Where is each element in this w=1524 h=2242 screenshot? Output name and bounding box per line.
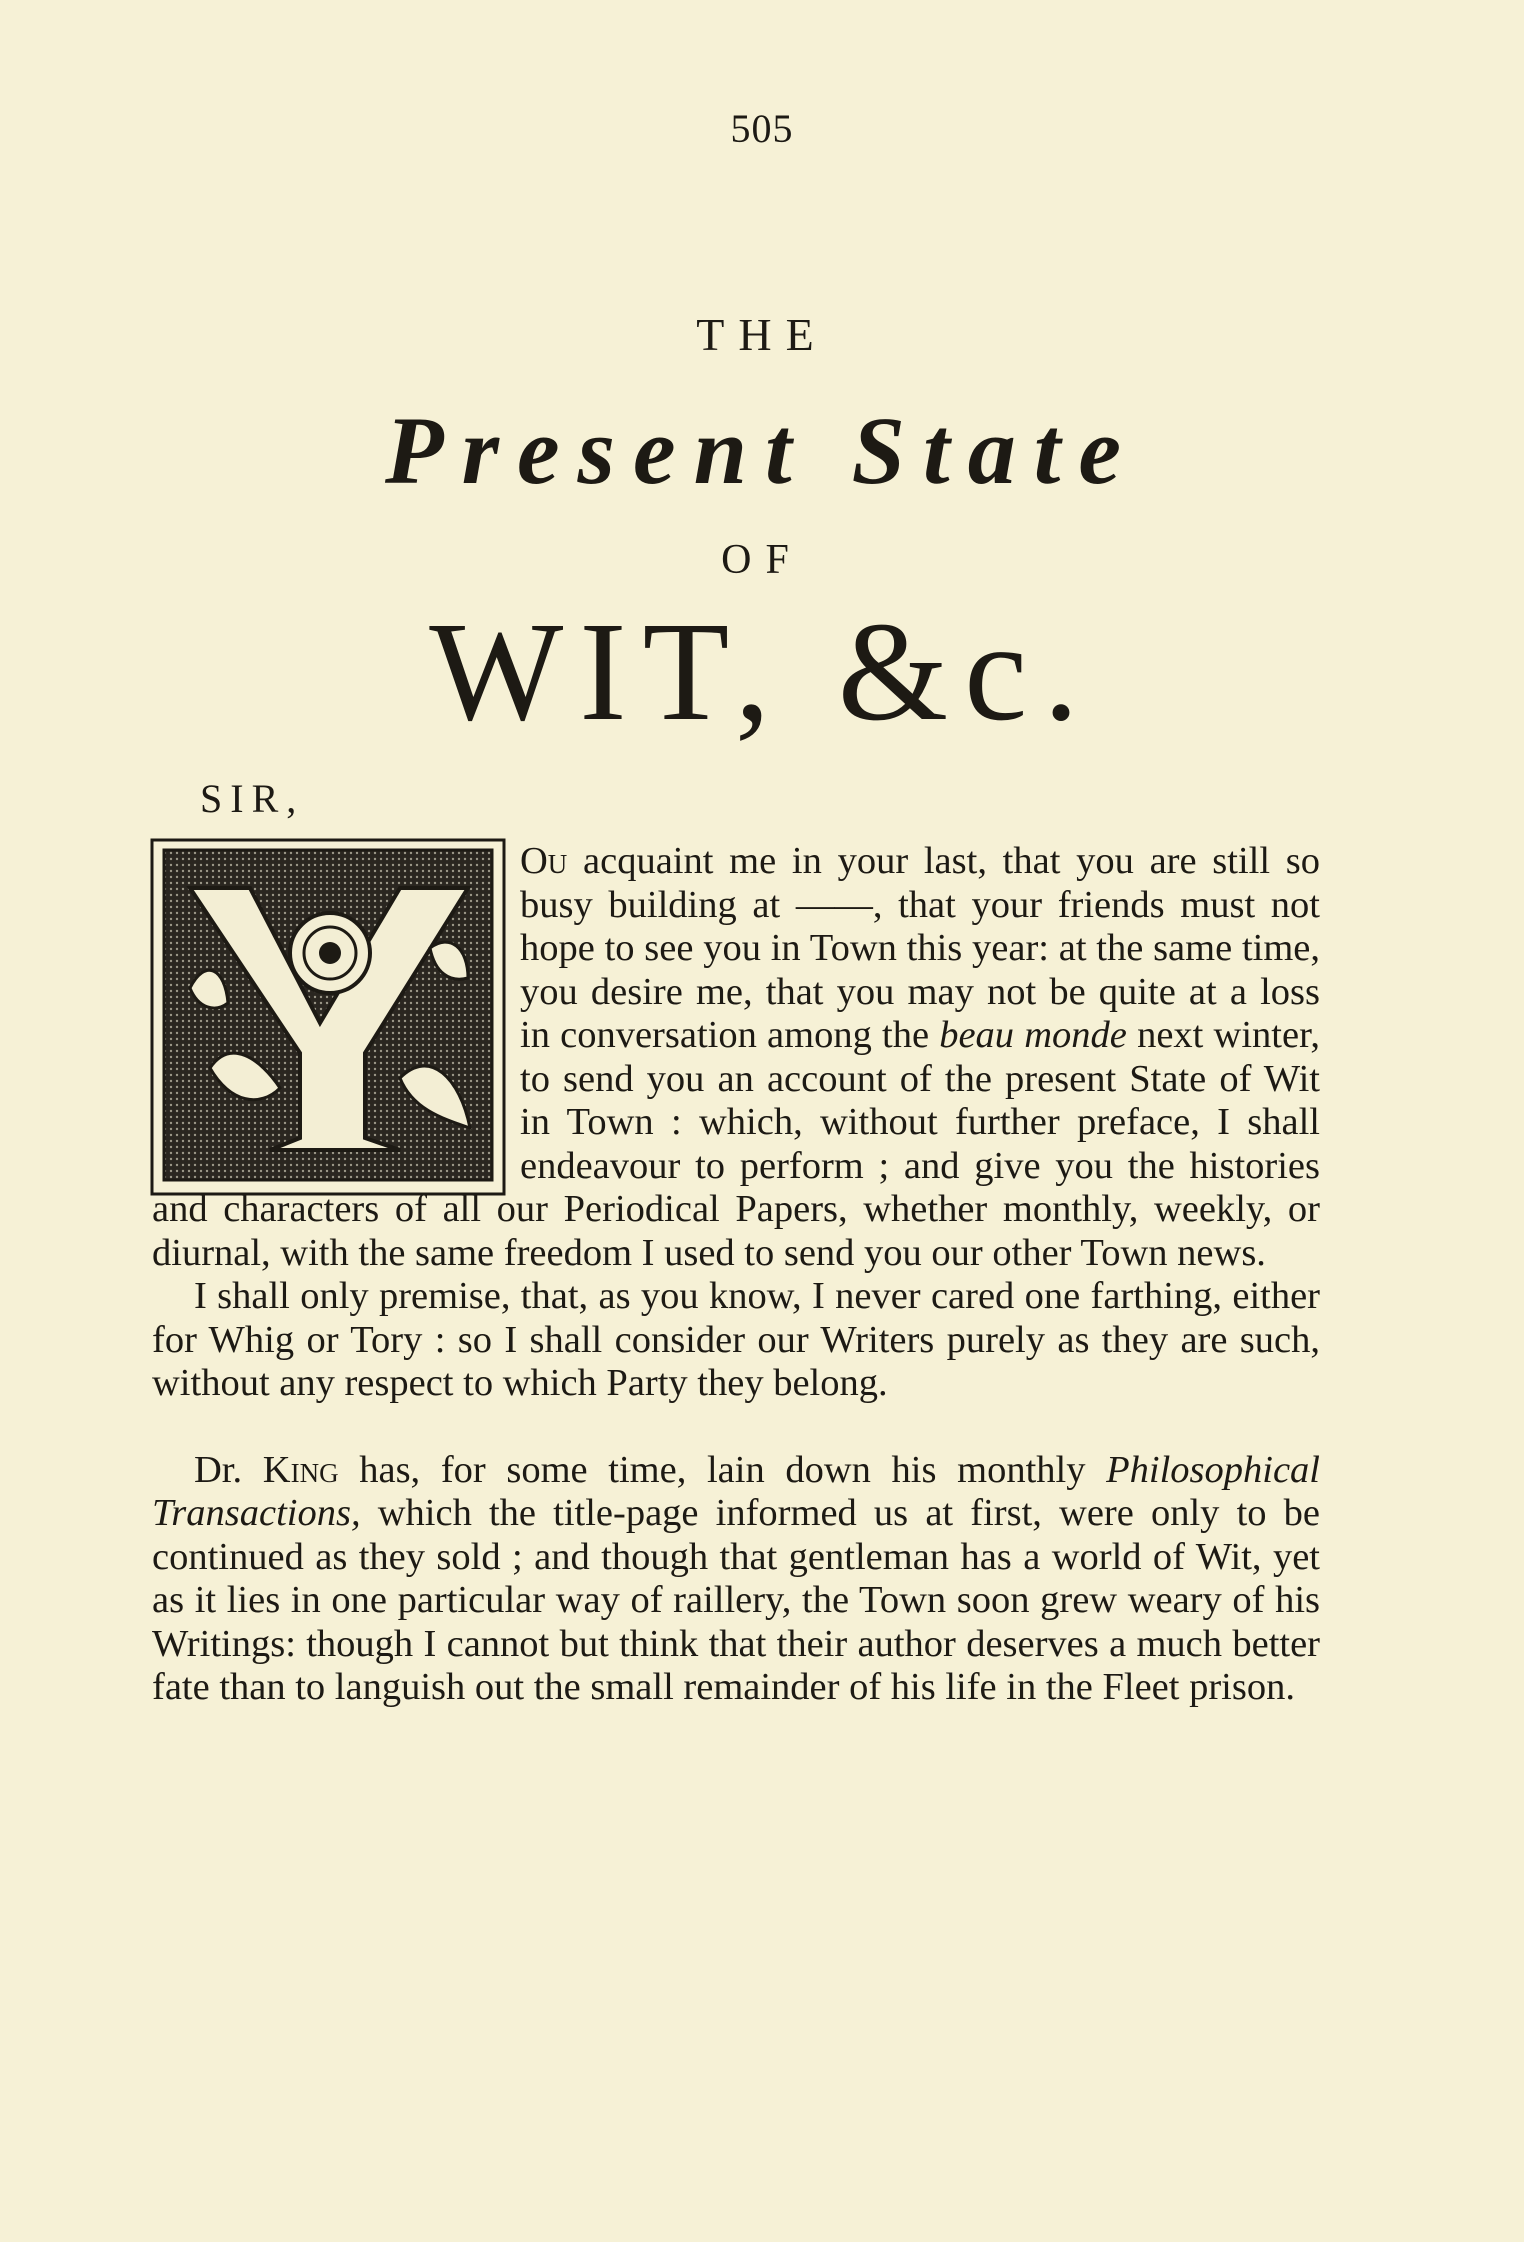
paragraph-3-emphasis: Philosophical Transactions,	[152, 1448, 1320, 1534]
body-text	[152, 840, 1320, 1710]
paragraph-3-text-a: Dr.	[194, 1448, 263, 1491]
paragraph-1-emphasis: beau monde	[939, 1014, 1127, 1056]
paragraph-3-name: King	[262, 1448, 339, 1491]
page-number: 505	[730, 106, 794, 151]
paragraph-1-text-a: acquaint me in your last, that you are still so busy building at ——, that your friends must not hope to see you in Town this year: at the same time, you desire me, that you may not be quite at a loss in conversation among the	[520, 840, 1320, 1056]
title-present-state: Present State	[385, 397, 1139, 504]
paragraph-1-text-b: next winter, to send you an account of the present State of Wit in Town : which, without further preface, I shall endeavour to perform ; and give you the histories and characters of all our Periodical Papers, whether monthly, weekly, or diurnal, with the same freedom I used to send you our other Town news.	[152, 1014, 1320, 1274]
title-wit: WIT, &c.	[429, 592, 1095, 750]
salutation: SIR,	[200, 776, 305, 821]
paragraph-3	[152, 1449, 1320, 1710]
title-of: OF	[721, 537, 803, 583]
paragraph-2: I shall only premise, that, as you know, I never cared one farthing, either for Whig or Tory : so I shall consider our Writers purely as they are such, without any respect to which Party they belong.	[152, 1275, 1320, 1404]
drop-cap-space	[152, 840, 520, 1188]
paragraph-1-lead: Ou	[520, 840, 568, 882]
title-the: THE	[696, 309, 828, 360]
paragraph-3-text-c: which the title-page informed us at first, were only to be continued as they sold ; and though that gentleman has a world of Wit, yet as it lies in one particular way of raillery, the Town soon grew weary of his Writings: though I cannot but think that their author deserves a much better fate than to languish out the small remainder of his life in the Fleet prison.	[152, 1492, 1320, 1708]
paragraph-3-text-b: has, for some time, lain down his monthly	[338, 1448, 1107, 1491]
